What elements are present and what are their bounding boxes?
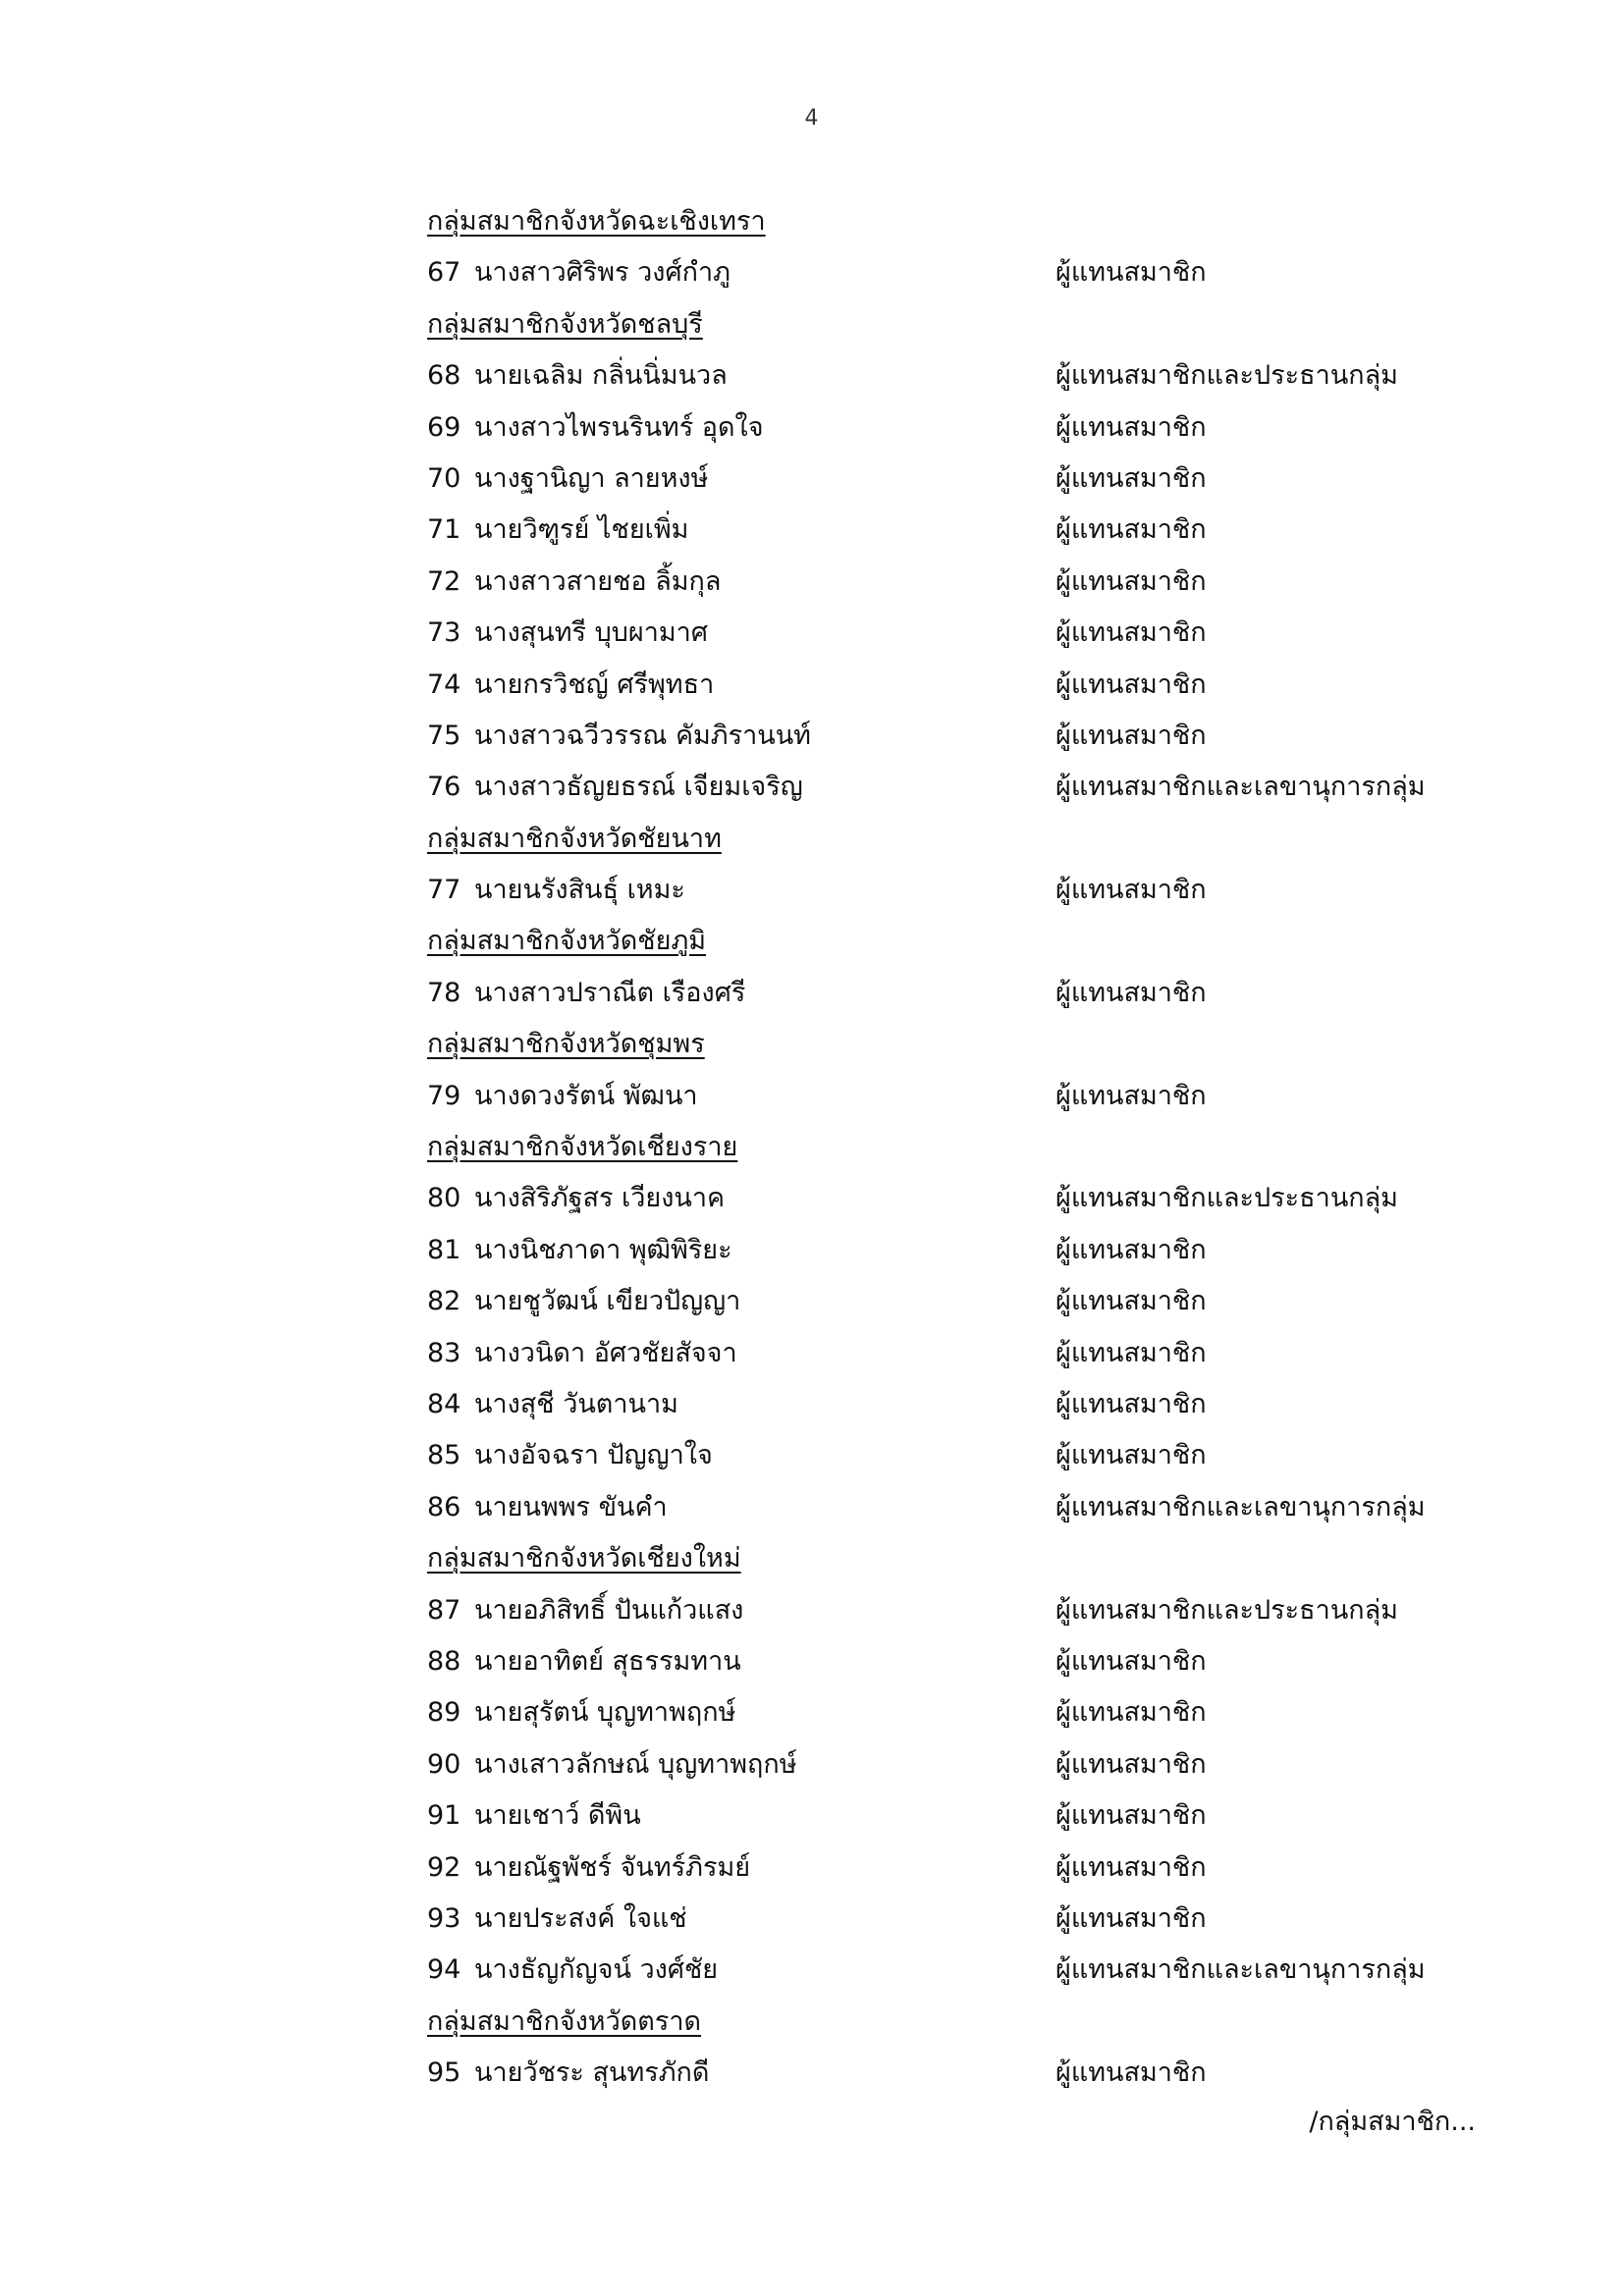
- member-role: ผู้แทนสมาชิก: [1055, 1440, 1207, 1471]
- member-name: นางสาวปราณีต เรืองศรี: [474, 977, 746, 1008]
- member-role: ผู้แทนสมาชิก: [1055, 720, 1207, 751]
- member-role: ผู้แทนสมาชิกและประธานกลุ่ม: [1055, 360, 1398, 392]
- member-name: นายชูวัฒน์ เขียวปัญญา: [474, 1286, 741, 1317]
- member-number: 73: [427, 617, 461, 649]
- member-name: นางวนิดา อัศวชัยสัจจา: [474, 1337, 737, 1368]
- member-number: 89: [427, 1697, 461, 1729]
- member-role: ผู้แทนสมาชิก: [1055, 1800, 1207, 1832]
- member-number: 71: [427, 514, 461, 546]
- member-row: [427, 350, 1507, 401]
- page-number: 4: [804, 106, 819, 131]
- member-row: [427, 1328, 1507, 1379]
- member-row: [427, 608, 1507, 659]
- group-heading: กลุ่มสมาชิกจังหวัดชลบุรี: [427, 308, 703, 340]
- member-row: [427, 1276, 1507, 1327]
- member-role: ผู้แทนสมาชิก: [1055, 977, 1207, 1008]
- member-number: 83: [427, 1337, 461, 1368]
- member-role: ผู้แทนสมาชิก: [1055, 1080, 1207, 1111]
- member-number: 74: [427, 668, 461, 700]
- member-number: 76: [427, 772, 461, 803]
- member-row: [427, 1430, 1507, 1481]
- member-row: [427, 660, 1507, 711]
- member-role: ผู้แทนสมาชิก: [1055, 1337, 1207, 1368]
- member-role: ผู้แทนสมาชิก: [1055, 565, 1207, 597]
- member-number: 75: [427, 720, 461, 751]
- member-number: 82: [427, 1286, 461, 1317]
- member-name: นายวิฑูรย์ ไชยเพิ่ม: [474, 514, 689, 546]
- member-name: นางฐานิญา ลายหงษ์: [474, 462, 709, 494]
- member-row: [427, 1945, 1507, 1996]
- member-name: นายวัชระ สุนทรภักดี: [474, 2057, 710, 2089]
- member-name: นายอภิสิทธิ์ ปันแก้วแสง: [474, 1594, 744, 1626]
- group-heading: กลุ่มสมาชิกจังหวัดชัยนาท: [427, 823, 722, 854]
- member-row: [427, 968, 1507, 1019]
- member-number: 70: [427, 462, 461, 494]
- member-number: 84: [427, 1388, 461, 1419]
- member-row: [427, 454, 1507, 505]
- member-row: [427, 1071, 1507, 1122]
- member-row: [427, 865, 1507, 916]
- member-number: 67: [427, 257, 461, 289]
- member-name: นางสิริภัฐสร เวียงนาค: [474, 1183, 726, 1214]
- member-role: ผู้แทนสมาชิก: [1055, 257, 1207, 289]
- member-role: ผู้แทนสมาชิก: [1055, 617, 1207, 649]
- member-row: [427, 711, 1507, 762]
- member-name: นางสุนทรี บุบผามาศ: [474, 617, 708, 649]
- member-row: [427, 1585, 1507, 1636]
- member-number: 86: [427, 1491, 461, 1522]
- member-row: [427, 762, 1507, 813]
- member-role: ผู้แทนสมาชิก: [1055, 875, 1207, 906]
- member-role: ผู้แทนสมาชิก: [1055, 462, 1207, 494]
- member-role: ผู้แทนสมาชิกและเลขานุการกลุ่ม: [1055, 1954, 1426, 1986]
- member-row: [427, 1379, 1507, 1430]
- member-number: 77: [427, 875, 461, 906]
- member-number: 88: [427, 1645, 461, 1677]
- member-name: นายนรังสินธุ์ เหมะ: [474, 875, 685, 906]
- group-heading: กลุ่มสมาชิกจังหวัดเชียงใหม่: [427, 1543, 741, 1575]
- member-number: 85: [427, 1440, 461, 1471]
- member-number: 69: [427, 411, 461, 443]
- member-role: ผู้แทนสมาชิก: [1055, 2057, 1207, 2089]
- member-row: [427, 1482, 1507, 1533]
- member-number: 78: [427, 977, 461, 1008]
- member-name: นางสาวสายชอ ลิ้มกุล: [474, 565, 722, 597]
- member-role: ผู้แทนสมาชิก: [1055, 1748, 1207, 1780]
- member-name: นางสาวไพรนรินทร์ อุดใจ: [474, 411, 764, 443]
- member-role: ผู้แทนสมาชิก: [1055, 1697, 1207, 1729]
- member-name: นายนพพร ขันคำ: [474, 1491, 668, 1522]
- member-role: ผู้แทนสมาชิกและเลขานุการกลุ่ม: [1055, 1491, 1426, 1522]
- member-role: ผู้แทนสมาชิก: [1055, 1388, 1207, 1419]
- member-number: 87: [427, 1594, 461, 1626]
- member-name: นายณัฐพัชร์ จันทร์ภิรมย์: [474, 1851, 751, 1883]
- member-row: [427, 1636, 1507, 1687]
- member-role: ผู้แทนสมาชิก: [1055, 1645, 1207, 1677]
- member-role: ผู้แทนสมาชิก: [1055, 514, 1207, 546]
- member-row: [427, 1894, 1507, 1945]
- group-heading: กลุ่มสมาชิกจังหวัดชุมพร: [427, 1029, 705, 1060]
- member-name: นายกรวิชญ์ ศรีพุทธา: [474, 668, 715, 700]
- member-role: ผู้แทนสมาชิก: [1055, 668, 1207, 700]
- member-row: [427, 402, 1507, 454]
- member-role: ผู้แทนสมาชิกและประธานกลุ่ม: [1055, 1183, 1398, 1214]
- member-row: [427, 1225, 1507, 1276]
- member-name: นางดวงรัตน์ พัฒนา: [474, 1080, 698, 1111]
- member-row: [427, 505, 1507, 556]
- member-name: นางสุชี วันตานาม: [474, 1388, 678, 1419]
- member-list: [427, 196, 1507, 2099]
- member-number: 68: [427, 360, 461, 392]
- member-name: นางสาวฉวีวรรณ คัมภิรานนท์: [474, 720, 811, 751]
- member-number: 72: [427, 565, 461, 597]
- member-name: นายอาทิตย์ สุธรรมทาน: [474, 1645, 741, 1677]
- member-name: นายเชาว์ ดีพิน: [474, 1800, 641, 1832]
- member-name: นางธัญกัญจน์ วงศ์ชัย: [474, 1954, 719, 1986]
- member-row: [427, 1173, 1507, 1224]
- member-name: นางนิชภาดา พุฒิพิริยะ: [474, 1234, 732, 1265]
- member-role: ผู้แทนสมาชิกและประธานกลุ่ม: [1055, 1594, 1398, 1626]
- member-number: 80: [427, 1183, 461, 1214]
- member-role: ผู้แทนสมาชิก: [1055, 1851, 1207, 1883]
- member-row: [427, 1687, 1507, 1738]
- member-role: ผู้แทนสมาชิก: [1055, 1234, 1207, 1265]
- member-number: 79: [427, 1080, 461, 1111]
- member-row: [427, 2048, 1507, 2099]
- group-heading: กลุ่มสมาชิกจังหวัดชัยภูมิ: [427, 926, 707, 957]
- member-role: ผู้แทนสมาชิก: [1055, 411, 1207, 443]
- member-row: [427, 557, 1507, 608]
- member-number: 95: [427, 2057, 461, 2089]
- member-name: นางสาวศิริพร วงศ์กำภู: [474, 257, 730, 289]
- member-name: นายประสงค์ ใจแช่: [474, 1902, 687, 1934]
- member-role: ผู้แทนสมาชิก: [1055, 1902, 1207, 1934]
- member-number: 93: [427, 1902, 461, 1934]
- group-heading: กลุ่มสมาชิกจังหวัดเชียงราย: [427, 1132, 738, 1163]
- group-heading: กลุ่มสมาชิกจังหวัดตราด: [427, 2005, 702, 2037]
- member-number: 81: [427, 1234, 461, 1265]
- member-row: [427, 1842, 1507, 1894]
- member-row: [427, 247, 1507, 298]
- member-number: 90: [427, 1748, 461, 1780]
- member-name: นางเสาวลักษณ์ บุญทาพฤกษ์: [474, 1748, 797, 1780]
- member-row: [427, 1739, 1507, 1790]
- member-number: 92: [427, 1851, 461, 1883]
- member-role: ผู้แทนสมาชิก: [1055, 1286, 1207, 1317]
- member-role: ผู้แทนสมาชิกและเลขานุการกลุ่ม: [1055, 772, 1426, 803]
- member-name: นายเฉลิม กลิ่นนิ่มนวล: [474, 360, 728, 392]
- member-row: [427, 1790, 1507, 1842]
- group-heading: กลุ่มสมาชิกจังหวัดฉะเชิงเทรา: [427, 206, 766, 237]
- member-name: นางสาวธัญยธรณ์ เจียมเจริญ: [474, 772, 803, 803]
- member-name: นางอัจฉรา ปัญญาใจ: [474, 1440, 713, 1471]
- member-number: 94: [427, 1954, 461, 1986]
- member-number: 91: [427, 1800, 461, 1832]
- member-name: นายสุรัตน์ บุญทาพฤกษ์: [474, 1697, 736, 1729]
- continuation-note: /กลุ่มสมาชิก...: [1309, 2107, 1476, 2137]
